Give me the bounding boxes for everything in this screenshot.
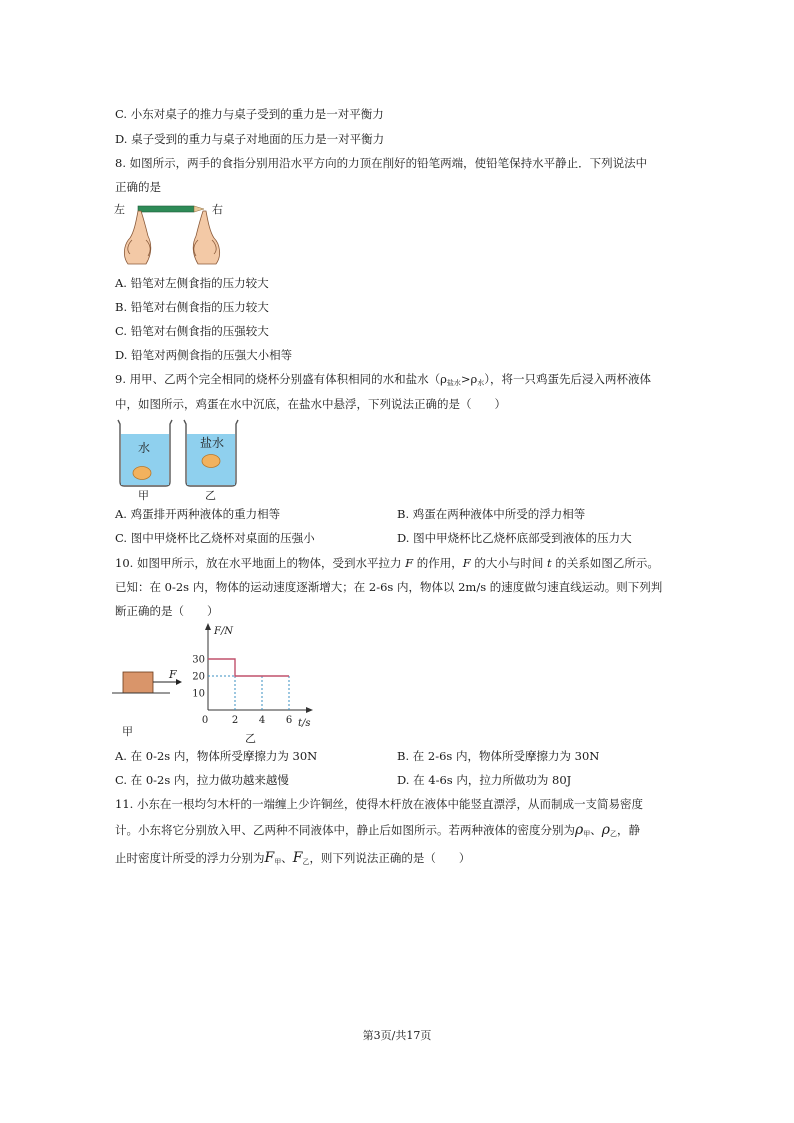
q8-option-a: A. 铅笔对左侧食指的压力较大 <box>115 276 269 290</box>
beaker1-label: 水 <box>138 441 151 455</box>
F-yi-sub: 乙 <box>302 858 310 866</box>
q11-stem-3b: ，则下列说法正确的是（ ） <box>309 851 471 865</box>
x-axis-label: t/s <box>298 718 311 729</box>
q10-stem-b: 的作用， <box>413 556 463 570</box>
pencil <box>138 206 194 212</box>
q7-option-d: D. 桌子受到的重力与桌子对地面的压力是一对平衡力 <box>115 132 385 146</box>
block <box>123 672 153 693</box>
q8-option-b: B. 铅笔对右侧食指的压力较大 <box>115 300 269 314</box>
y-tick-label-30: 30 <box>192 654 205 666</box>
egg-sunk <box>133 467 151 480</box>
q10-option-c: C. 在 0-2s 内，拉力做功越来越慢 <box>115 773 289 787</box>
F-yi: F <box>292 850 303 866</box>
q9-option-c: C. 图中甲烧杯比乙烧杯对桌面的压强小 <box>115 531 315 545</box>
q10-stem-line3: 断正确的是（ ） <box>115 604 219 618</box>
q9-option-a: A. 鸡蛋排开两种液体的重力相等 <box>115 507 281 521</box>
q9-stem-a: 9. 用甲、乙两个完全相同的烧杯分别盛有体积相同的水和盐水（ρ <box>115 372 447 386</box>
q8-right-label: 右 <box>212 203 223 216</box>
q11-stem-2b: ，静 <box>616 823 640 837</box>
q9-stem-line2: 中，如图所示，鸡蛋在水中沉底，在盐水中悬浮，下列说法正确的是（ ） <box>115 397 506 411</box>
beaker-water <box>118 420 172 486</box>
force-label: F <box>169 668 177 681</box>
x-tick-label-0: 0 <box>201 715 209 726</box>
q11-stem-2a: 计。小东将它分别放入甲、乙两种不同液体中，静止后如图所示。若两种液体的密度分别为 <box>115 823 575 837</box>
q9-sub-saltwater: 盐水 <box>446 379 461 387</box>
x-tick-label-6: 6 <box>285 715 293 726</box>
rho-jia-sub: 甲 <box>583 830 591 838</box>
q9-stem-c: ），将一只鸡蛋先后浸入两杯液体 <box>484 372 652 386</box>
q10-stem-d: 的关系如图乙所示。 <box>551 556 659 570</box>
q10-force-time-chart <box>190 620 324 746</box>
page-footer: 第3页/共17页 <box>362 1029 432 1042</box>
q11-stem-line1: 11. 小东在一根均匀木杆的一端缠上少许铜丝，使得木杆放在液体中能竖直漂浮，从而制成一支简易密度 <box>115 797 643 811</box>
beaker-saltwater <box>184 420 238 486</box>
series-line <box>208 659 289 676</box>
q10-option-a: A. 在 0-2s 内，物体所受摩擦力为 30N <box>115 749 318 763</box>
block-caption: 甲 <box>122 725 133 738</box>
q9-stem-b: >ρ <box>460 372 478 386</box>
q11-sep-2: 、 <box>281 851 293 865</box>
q10-stem-line1 <box>115 555 659 571</box>
q8-option-d: D. 铅笔对两侧食指的压强大小相等 <box>115 348 293 362</box>
q10-t: t <box>547 556 552 570</box>
beaker1-caption: 甲 <box>138 489 149 502</box>
q10-stem-line2: 已知：在 0-2s 内，物体的运动速度逐渐增大；在 2-6s 内，物体以 2m/s 的速度做匀速直线运动。则下列判 <box>115 580 663 594</box>
y-tick-label-20: 20 <box>192 671 205 683</box>
q10-option-b: B. 在 2-6s 内，物体所受摩擦力为 30N <box>397 749 600 763</box>
q8-stem-line1: 8. 如图所示，两手的食指分别用沿水平方向的力顶在削好的铅笔两端，使铅笔保持水平静止．下列说法中 <box>115 156 648 170</box>
right-hand <box>193 211 219 264</box>
q8-pencil-hands-figure <box>112 198 232 270</box>
x-tick-label-2: 2 <box>231 715 239 726</box>
q10-stem-a: 10. 如图甲所示，放在水平地面上的物体，受到水平拉力 <box>115 556 406 570</box>
rho-yi: ρ <box>601 822 610 838</box>
q9-option-b: B. 鸡蛋在两种液体中所受的浮力相等 <box>397 507 586 521</box>
q11-sep-1: 、 <box>590 823 602 837</box>
q7-option-c: C. 小东对桌子的推力与桌子受到的重力是一对平衡力 <box>115 107 384 121</box>
q8-option-c: C. 铅笔对右侧食指的压强较大 <box>115 324 269 338</box>
egg-suspended <box>202 455 220 468</box>
left-hand <box>124 211 150 264</box>
q9-option-d: D. 图中甲烧杯比乙烧杯底部受到液体的压力大 <box>397 531 632 545</box>
q10-F-1: F <box>405 556 414 570</box>
q8-left-label: 左 <box>114 203 125 216</box>
beaker2-label: 盐水 <box>200 436 225 450</box>
y-tick-label-10: 10 <box>192 688 205 700</box>
q11-stem-3a: 止时密度计所受的浮力分别为 <box>115 851 265 865</box>
F-jia-sub: 甲 <box>274 858 282 866</box>
q8-stem-line2: 正确的是 <box>115 180 161 194</box>
q9-stem-line1 <box>115 371 651 391</box>
beaker2-caption: 乙 <box>205 489 216 502</box>
q9-sub-water: 水 <box>477 379 485 387</box>
q10-option-d: D. 在 4-6s 内，拉力所做功为 80J <box>397 773 572 787</box>
q10-F-2: F <box>462 556 471 570</box>
q10-stem-c: 的大小与时间 <box>470 556 548 570</box>
q9-beakers-figure <box>112 416 246 502</box>
chart-caption: 乙 <box>245 732 256 745</box>
F-jia: F <box>264 850 275 866</box>
q11-stem-line2 <box>115 822 640 842</box>
rho-jia: ρ <box>575 822 584 838</box>
x-tick-label-4: 4 <box>258 715 266 726</box>
rho-yi-sub: 乙 <box>609 830 617 838</box>
q11-stem-line3 <box>115 850 470 870</box>
y-axis-label: F/N <box>214 626 234 637</box>
q10-block-figure <box>108 664 184 740</box>
